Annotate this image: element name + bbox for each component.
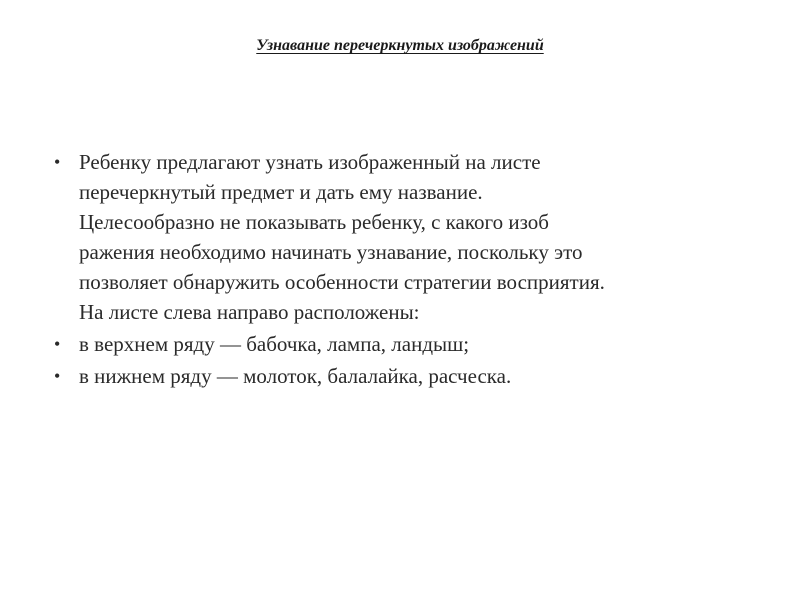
bullet-text-line: перечеркнутый предмет и дать ему название. (79, 180, 483, 204)
bullet-dot: • (54, 152, 61, 172)
bullet-text-line: в верхнем ряду — бабочка, лампа, ландыш; (79, 332, 470, 356)
bullet-text-line: На листе слева направо расположены: (79, 300, 420, 324)
bullet-item (52, 329, 752, 359)
bullet-text-line: Целесообразно не показывать ребенку, с какого изоб (79, 210, 549, 234)
bullet-dot: • (54, 366, 61, 386)
bullet-text-line: ражения необходимо начинать узнавание, поскольку это (79, 240, 583, 264)
bullet-text-line: позволяет обнаружить особенности стратегии восприятия. (79, 270, 605, 294)
bullet-text-line: Ребенку предлагают узнать изображенный на листе (79, 150, 541, 174)
bullet-dot: • (54, 334, 61, 354)
bullet-item (52, 147, 752, 327)
slide-title: Узнавание перечеркнутых изображений (256, 37, 544, 54)
bullet-item (52, 361, 752, 391)
bullet-list (52, 147, 752, 393)
bullet-text-line: в нижнем ряду — молоток, балалайка, расческа. (79, 364, 512, 388)
